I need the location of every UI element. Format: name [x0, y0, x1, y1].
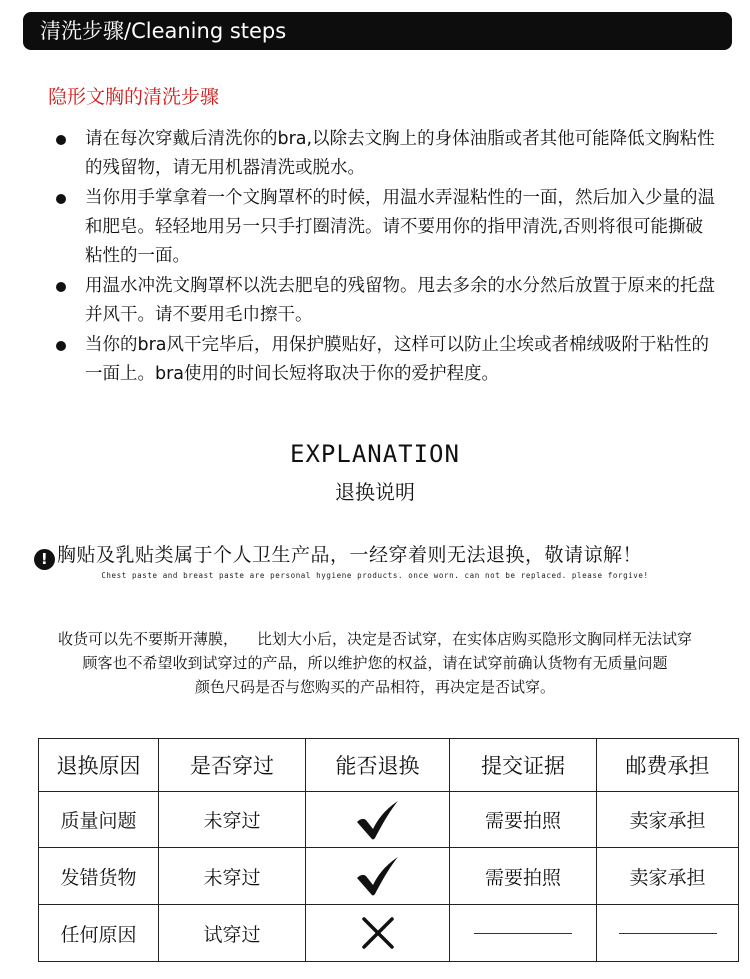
bullet-icon: [56, 341, 66, 351]
header-title: 清洗步骤/Cleaning steps: [40, 19, 287, 43]
notice-line: 颜色尺码是否与您购买的产品相符，再决定是否试穿。: [194, 678, 555, 696]
return-policy-table: [38, 738, 739, 962]
column-header: 能否退换: [306, 739, 450, 792]
dash-line: [474, 933, 572, 934]
shipping-cell: 卖家承担: [597, 848, 739, 905]
cleaning-steps-list: [56, 125, 716, 390]
reason-cell: 质量问题: [39, 791, 159, 848]
bullet-icon: [56, 194, 66, 204]
returnable-cell: [306, 848, 450, 905]
worn-cell: 未穿过: [159, 791, 306, 848]
worn-cell: 未穿过: [159, 848, 306, 905]
returnable-cell: [306, 791, 450, 848]
warning-text: 胸贴及乳贴类属于个人卫生产品，一经穿着则无法退换，敬请谅解！: [57, 544, 643, 566]
column-header: 退换原因: [39, 739, 159, 792]
header-bar: [23, 12, 732, 50]
warning-text-english: Chest paste and breast paste are personal hygiene products. once worn. can not be replaced. please forgive!: [101, 571, 649, 580]
table-row: [39, 848, 739, 905]
cross-icon: [360, 915, 396, 951]
notice-line: 收货可以先不要斯开薄膜， 比划大小后，决定是否试穿，在实体店购买隐形文胸同样无法试穿: [57, 630, 693, 648]
returnable-cell: [306, 905, 450, 962]
step-text: 当你用手掌拿着一个文胸罩杯的时候，用温水弄湿粘性的一面，然后加入少量的温和肥皂。轻轻地用另一只手打圈清洗。请不要用你的指甲清洗,否则将很可能撕破粘性的一面。: [85, 188, 715, 266]
evidence-cell: 需要拍照: [450, 791, 597, 848]
check-icon: [354, 798, 402, 842]
evidence-cell: 需要拍照: [450, 848, 597, 905]
column-header: 是否穿过: [159, 739, 306, 792]
evidence-cell: [450, 905, 597, 962]
worn-cell: 试穿过: [159, 905, 306, 962]
step-text: 请在每次穿戴后清洗你的bra,以除去文胸上的身体油脂或者其他可能降低文胸粘性的残留物，请无用机器清洗或脱水。: [85, 129, 715, 178]
reason-cell: 任何原因: [39, 905, 159, 962]
list-item: [56, 184, 716, 271]
step-text: 当你的bra风干完毕后，用保护膜贴好，这样可以防止尘埃或者棉绒吸附于粘性的一面上。bra使用的时间长短将取决于你的爱护程度。: [85, 335, 710, 384]
section-subtitle: 隐形文胸的清洗步骤: [48, 86, 220, 108]
column-header: 邮费承担: [597, 739, 739, 792]
bullet-icon: [56, 282, 66, 292]
notice-line: 顾客也不希望收到试穿过的产品，所以维护您的权益，请在试穿前确认货物有无质量问题: [82, 654, 668, 672]
table-header-row: [39, 739, 739, 792]
warning-line: [34, 540, 724, 570]
column-header: 提交证据: [450, 739, 597, 792]
exclamation-icon: !: [34, 549, 55, 570]
list-item: [56, 272, 716, 330]
step-text: 用温水冲洗文胸罩杯以洗去肥皂的残留物。甩去多余的水分然后放置于原来的托盘并风干。请不要用毛巾擦干。: [85, 276, 715, 325]
table-row: [39, 905, 739, 962]
check-icon: [354, 854, 402, 898]
list-item: [56, 125, 716, 183]
explanation-title: EXPLANATION: [290, 440, 460, 468]
reason-cell: 发错货物: [39, 848, 159, 905]
shipping-cell: [597, 905, 739, 962]
list-item: [56, 331, 716, 389]
dash-line: [619, 933, 717, 934]
shipping-cell: 卖家承担: [597, 791, 739, 848]
return-notice: [0, 627, 750, 699]
bullet-icon: [56, 135, 66, 145]
table-row: [39, 791, 739, 848]
explanation-subtitle: 退换说明: [335, 480, 415, 504]
